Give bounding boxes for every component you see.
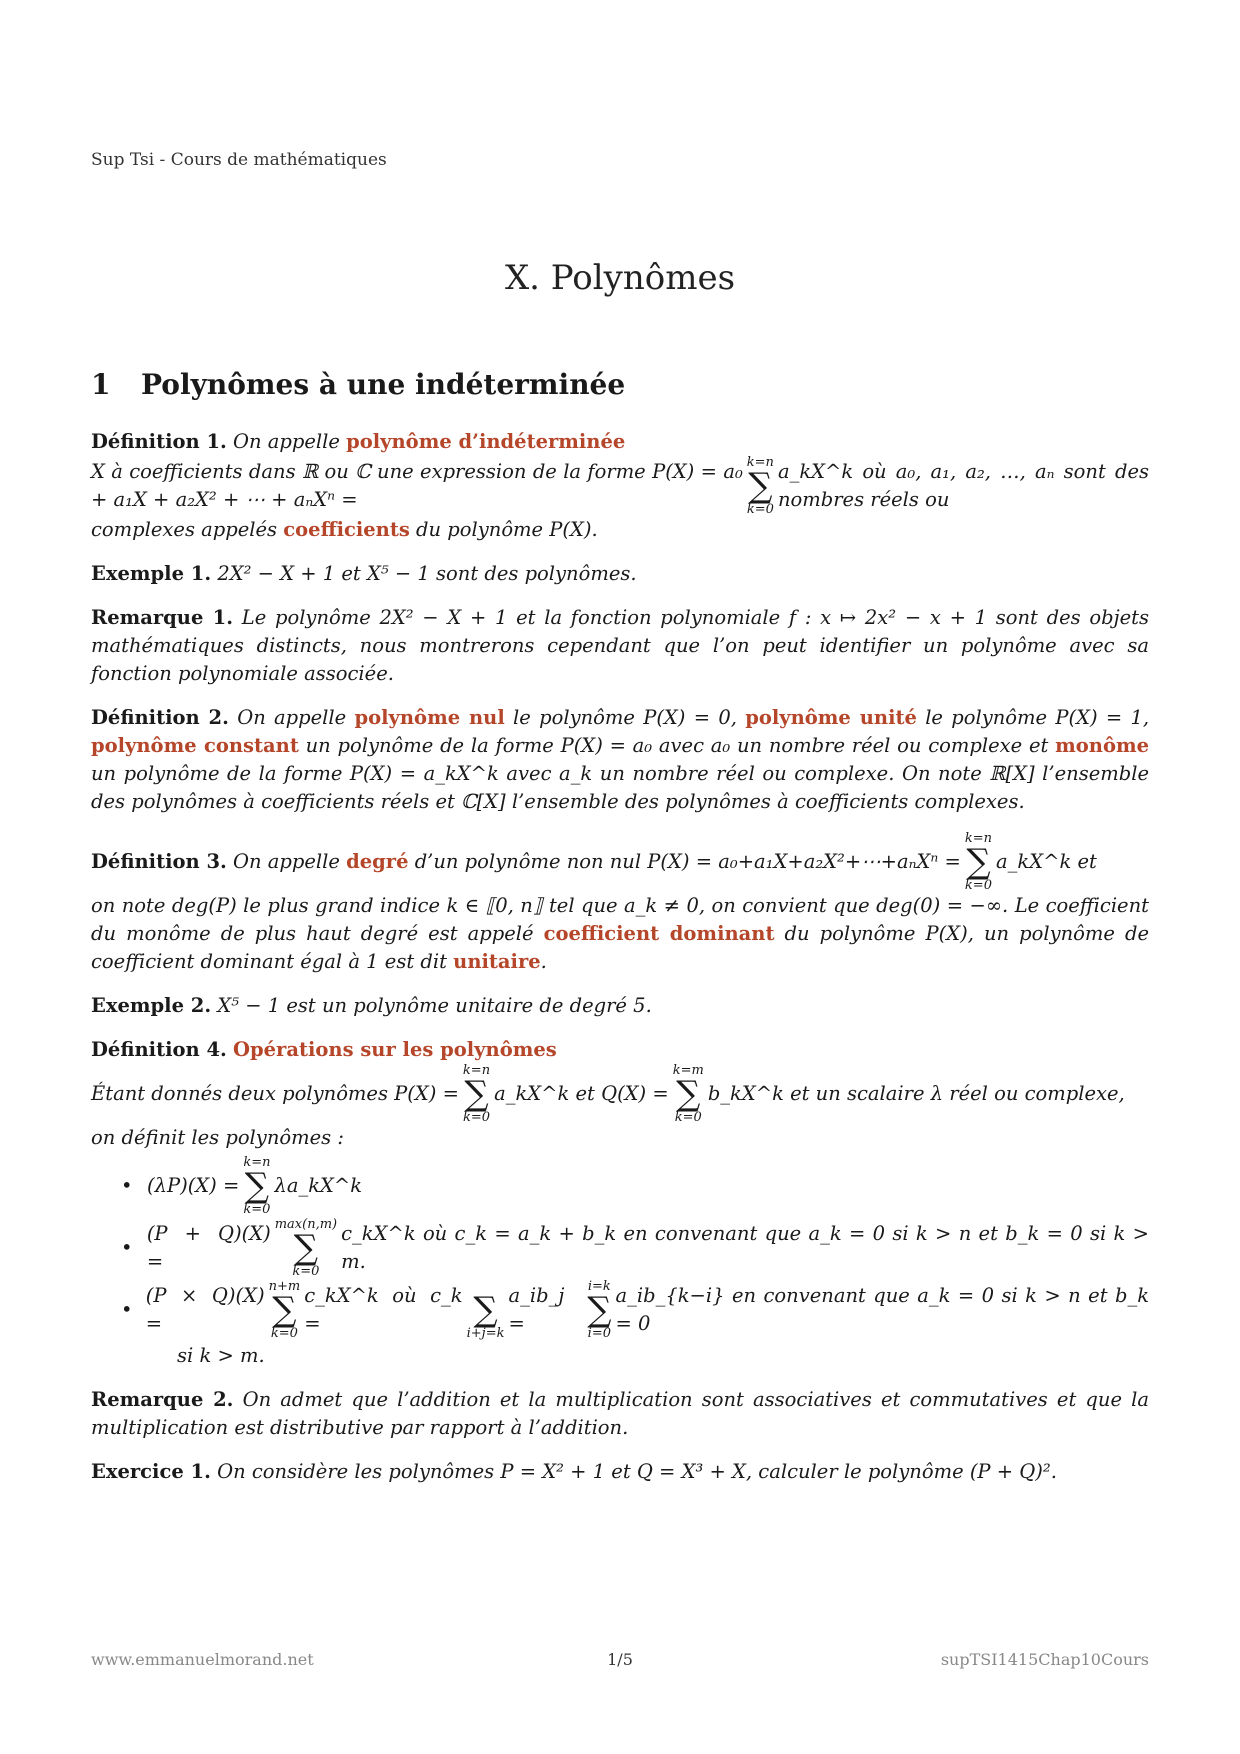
remark-label: Remarque 2. xyxy=(91,1388,234,1411)
def4-text-2: a_kX^k et Q(X) = xyxy=(494,1082,669,1105)
sum-upper-limit: k=n xyxy=(462,1063,491,1078)
remark-2 xyxy=(91,1386,1149,1442)
example-2 xyxy=(91,992,1149,1020)
term-unitaire: unitaire xyxy=(453,950,541,973)
def4-formula-line xyxy=(91,1064,1149,1124)
def1-formula-line xyxy=(91,456,1149,516)
sum-symbol xyxy=(965,832,992,892)
sum-lower-limit: k=0 xyxy=(462,1110,491,1125)
sigma-glyph: ∑ xyxy=(587,1290,612,1330)
def1-text-3: a_kX^k où a₀, a₁, a₂, …, aₙ sont des nombres réels ou xyxy=(777,460,1149,511)
bullet-3-mid2: a_ib_j = xyxy=(508,1284,565,1335)
bullet-1-pre: (λP)(X) = xyxy=(147,1174,240,1197)
sum-upper-limit: k=n xyxy=(746,455,774,470)
def3-text-6: . xyxy=(540,950,547,973)
sum-lower-limit: k=0 xyxy=(243,1202,271,1217)
bullet-icon: • xyxy=(121,1174,133,1197)
sum-lower-limit: k=0 xyxy=(292,1264,320,1279)
sigma-glyph: ∑ xyxy=(676,1074,701,1114)
definition-label: Définition 2. xyxy=(91,706,229,729)
definition-3 xyxy=(91,832,1149,976)
list-item-continuation xyxy=(177,1342,1149,1370)
sum-upper-limit: k=n xyxy=(964,831,993,846)
bullet-icon: • xyxy=(121,1298,133,1321)
def1-text-1: On appelle xyxy=(233,430,340,453)
sum-symbol xyxy=(269,1280,301,1340)
term-coefficients: coefficients xyxy=(283,518,410,541)
def3-text-1: On appelle xyxy=(233,850,340,873)
bullet-1-post: λa_kX^k xyxy=(274,1174,363,1197)
def1-text-5: du polynôme P(X). xyxy=(416,518,598,541)
bullet-3-continuation: si k > m. xyxy=(177,1344,265,1367)
term-polynome-constant: polynôme constant xyxy=(91,734,299,757)
definition-label: Définition 3. xyxy=(91,850,227,873)
section-heading xyxy=(91,368,625,401)
remark-2-text: On admet que l’addition et la multiplication sont associatives et commutatives et que la multiplication est distributive par rapport à l’addition. xyxy=(91,1388,1149,1439)
sum-symbol xyxy=(747,456,774,516)
def4-text-4: on définit les polynômes : xyxy=(91,1126,344,1149)
bullet-3-post: a_ib_{k−i} en convenant que a_k = 0 si k > n et b_k = 0 xyxy=(615,1284,1150,1335)
term-monome: monôme xyxy=(1055,734,1150,757)
sigma-glyph: ∑ xyxy=(272,1290,297,1330)
example-2-text: X⁵ − 1 est un polynôme unitaire de degré 5. xyxy=(217,994,652,1017)
section-title: Polynômes à une indéterminée xyxy=(141,368,626,401)
exercise-label: Exercice 1. xyxy=(91,1460,211,1483)
sum-lower-limit: k=0 xyxy=(746,502,774,517)
remark-label: Remarque 1. xyxy=(91,606,234,629)
list-item xyxy=(121,1156,1149,1216)
section-number: 1 xyxy=(91,368,111,401)
remark-1-text: Le polynôme 2X² − X + 1 et la fonction polynomiale f : x ↦ 2x² − x + 1 sont des objets mathématiques distincts, nous montrerons cependant que l’on peut identifier un polynôme avec sa fonction polynomiale associée. xyxy=(91,606,1150,685)
sum-upper-limit: k=n xyxy=(243,1155,271,1170)
definition-2 xyxy=(91,704,1149,816)
sum-lower-limit: k=0 xyxy=(674,1110,702,1125)
def1-text-2: X à coefficients dans ℝ ou ℂ une expression de la forme P(X) = a₀ + a₁X + a₂X² + ⋯ + aₙXⁿ = xyxy=(91,460,743,511)
definition-label: Définition 1. xyxy=(91,430,227,453)
page-number: 1/5 xyxy=(607,1650,633,1669)
term-coefficient-dominant: coefficient dominant xyxy=(543,922,775,945)
term-polynome-unite: polynôme unité xyxy=(745,706,917,729)
remark-1 xyxy=(91,604,1149,688)
definition-label: Définition 4. xyxy=(91,1038,227,1061)
sum-lower-limit: k=0 xyxy=(270,1326,298,1341)
running-head: Sup Tsi - Cours de mathématiques xyxy=(91,150,387,170)
bullet-2-post: c_kX^k où c_k = a_k + b_k en convenant que a_k = 0 si k > n et b_k = 0 si k > m. xyxy=(341,1222,1149,1273)
sum-upper-limit: k=m xyxy=(672,1063,704,1078)
sum-lower-limit: i+j=k xyxy=(466,1326,505,1341)
example-label: Exemple 1. xyxy=(91,562,212,585)
term-operations: Opérations sur les polynômes xyxy=(233,1038,557,1061)
def3-text-3: a_kX^k et xyxy=(996,850,1097,873)
def2-text-4: un polynôme de la forme P(X) = a₀ avec a₀ un nombre réel ou complexe et xyxy=(305,734,1049,757)
term-polynome-indeterminee: polynôme d’indéterminée xyxy=(346,430,626,453)
document-title: X. Polynômes xyxy=(504,258,736,298)
example-1 xyxy=(91,560,1149,588)
bullet-icon: • xyxy=(121,1236,133,1259)
example-1-text: 2X² − X + 1 et X⁵ − 1 sont des polynômes. xyxy=(217,562,637,585)
sigma-glyph: ∑ xyxy=(473,1290,498,1330)
sum-symbol xyxy=(467,1280,505,1340)
def2-text-5: un polynôme de la forme P(X) = a_kX^k avec a_k un nombre réel ou complexe. On note ℝ[X] l’ensemble des polynômes à coefficients réels et ℂ[X] l’ensemble des polynômes à coefficients complexes. xyxy=(91,762,1149,813)
term-degre: degré xyxy=(346,850,409,873)
sigma-glyph: ∑ xyxy=(244,1166,270,1206)
def2-text-2: le polynôme P(X) = 0, xyxy=(513,706,737,729)
def3-formula-line xyxy=(91,832,1149,892)
sum-symbol xyxy=(243,1156,270,1216)
footer-website: www.emmanuelmorand.net xyxy=(91,1650,314,1669)
sum-symbol xyxy=(463,1064,490,1124)
example-label: Exemple 2. xyxy=(91,994,212,1017)
def3-text-4: on note deg(P) le plus grand indice k ∈ ⟦0, n⟧ tel que a_k ≠ 0, on convient que deg(0) = −∞. Le coefficient du monôme de plus haut degré est appelé xyxy=(91,894,1149,945)
def4-text-1: Étant donnés deux polynômes P(X) = xyxy=(91,1082,459,1105)
sigma-glyph: ∑ xyxy=(966,842,991,882)
sum-symbol xyxy=(673,1064,704,1124)
bullet-2-pre: (P + Q)(X) = xyxy=(146,1222,271,1273)
def2-text-3: le polynôme P(X) = 1, xyxy=(925,706,1150,729)
sum-upper-limit: i=k xyxy=(587,1279,611,1294)
def3-text-2: d’un polynôme non nul P(X) = a₀+a₁X+a₂X²+⋯+aₙXⁿ = xyxy=(414,850,961,873)
exercise-1 xyxy=(91,1458,1149,1486)
definition-4 xyxy=(91,1036,1149,1370)
sigma-glyph: ∑ xyxy=(464,1074,489,1114)
list-item xyxy=(121,1280,1149,1340)
list-item xyxy=(121,1218,1149,1278)
term-polynome-nul: polynôme nul xyxy=(354,706,505,729)
definition-1 xyxy=(91,428,1149,544)
sum-upper-limit: max(n,m) xyxy=(274,1217,338,1232)
exercise-1-text: On considère les polynômes P = X² + 1 et Q = X³ + X, calculer le polynôme (P + Q)². xyxy=(217,1460,1057,1483)
footer-doc-id: supTSI1415Chap10Cours xyxy=(940,1650,1149,1669)
bullet-3-mid: c_kX^k où c_k = xyxy=(304,1284,463,1335)
sum-symbol xyxy=(587,1280,611,1340)
operations-list xyxy=(91,1156,1149,1370)
def4-text-3: b_kX^k et un scalaire λ réel ou complexe, xyxy=(707,1082,1125,1105)
sigma-glyph: ∑ xyxy=(293,1228,319,1268)
bullet-3-pre: (P × Q)(X) = xyxy=(145,1284,265,1335)
main-content xyxy=(91,428,1149,1502)
sum-lower-limit: i=0 xyxy=(587,1326,611,1341)
sum-lower-limit: k=0 xyxy=(964,878,992,893)
def1-text-4: complexes appelés xyxy=(91,518,278,541)
sum-upper-limit: n+m xyxy=(268,1279,301,1294)
sum-symbol xyxy=(275,1218,337,1278)
sigma-glyph: ∑ xyxy=(748,466,773,506)
def3-text-5: du polynôme P(X), un polynôme de coefficient dominant égal à 1 est dit xyxy=(91,922,1150,973)
def2-text-1: On appelle xyxy=(237,706,347,729)
